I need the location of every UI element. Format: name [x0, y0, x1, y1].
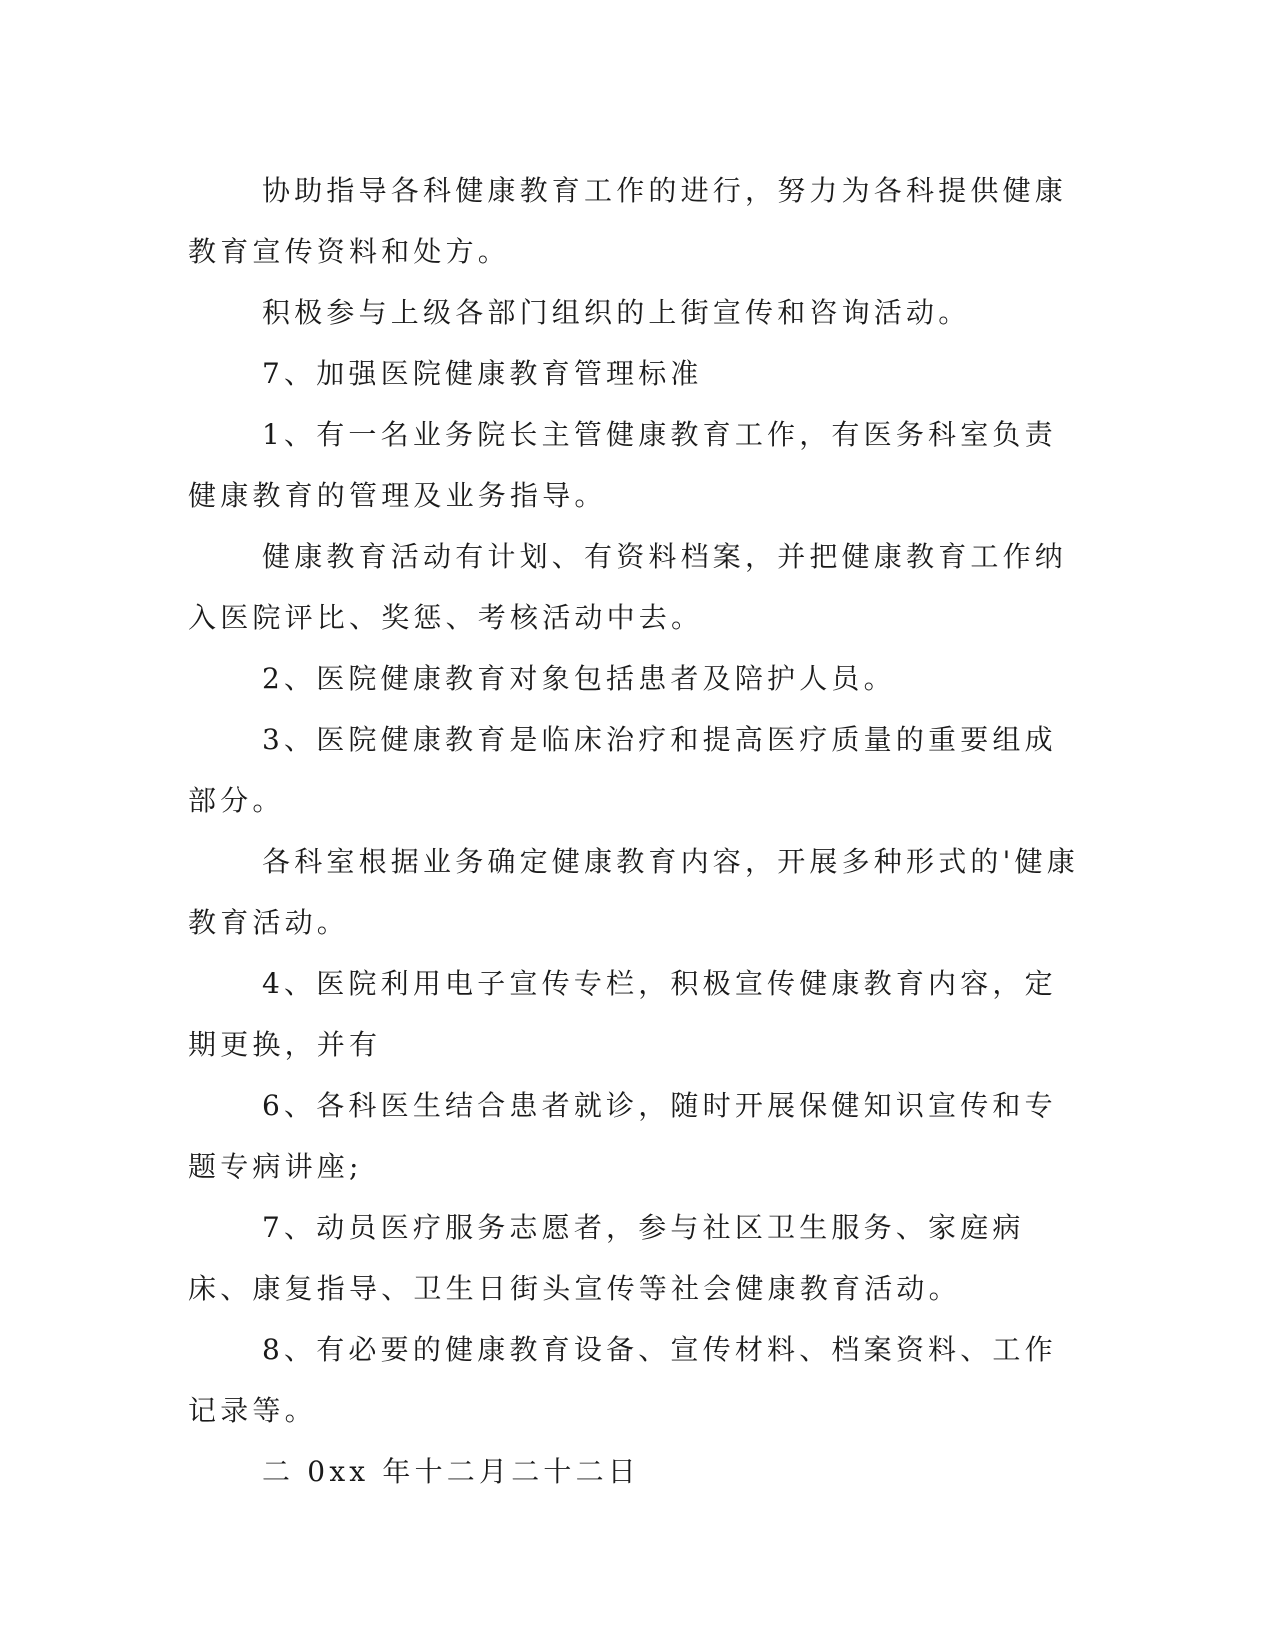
list-item: 7、动员医疗服务志愿者，参与社区卫生服务、家庭病床、康复指导、卫生日街头宣传等社会健康教育活动。: [188, 1211, 1025, 1305]
paragraph: 各科室根据业务确定健康教育内容，开展多种形式的'健康教育活动。: [188, 845, 1079, 939]
document-body: [188, 160, 1080, 1502]
list-item: 6、各科医生结合患者就诊，随时开展保健知识宣传和专题专病讲座;: [188, 1089, 1057, 1183]
document-date: 二 0xx 年十二月二十二日: [262, 1455, 640, 1488]
list-item: 3、医院健康教育是临床治疗和提高医疗质量的重要组成部分。: [188, 723, 1057, 817]
list-item: 1、有一名业务院长主管健康教育工作，有医务科室负责健康教育的管理及业务指导。: [188, 418, 1057, 512]
list-item: 4、医院利用电子宣传专栏，积极宣传健康教育内容，定期更换，并有: [188, 967, 1057, 1061]
list-item: 2、医院健康教育对象包括患者及陪护人员。: [262, 662, 896, 695]
paragraph: 积极参与上级各部门组织的上街宣传和咨询活动。: [262, 296, 971, 329]
section-heading: 7、加强医院健康教育管理标准: [262, 357, 703, 390]
list-item: 8、有必要的健康教育设备、宣传材料、档案资料、工作记录等。: [188, 1333, 1057, 1427]
paragraph: 健康教育活动有计划、有资料档案，并把健康教育工作纳入医院评比、奖惩、考核活动中去。: [188, 540, 1068, 634]
paragraph: 协助指导各科健康教育工作的进行，努力为各科提供健康教育宣传资料和处方。: [188, 174, 1068, 268]
